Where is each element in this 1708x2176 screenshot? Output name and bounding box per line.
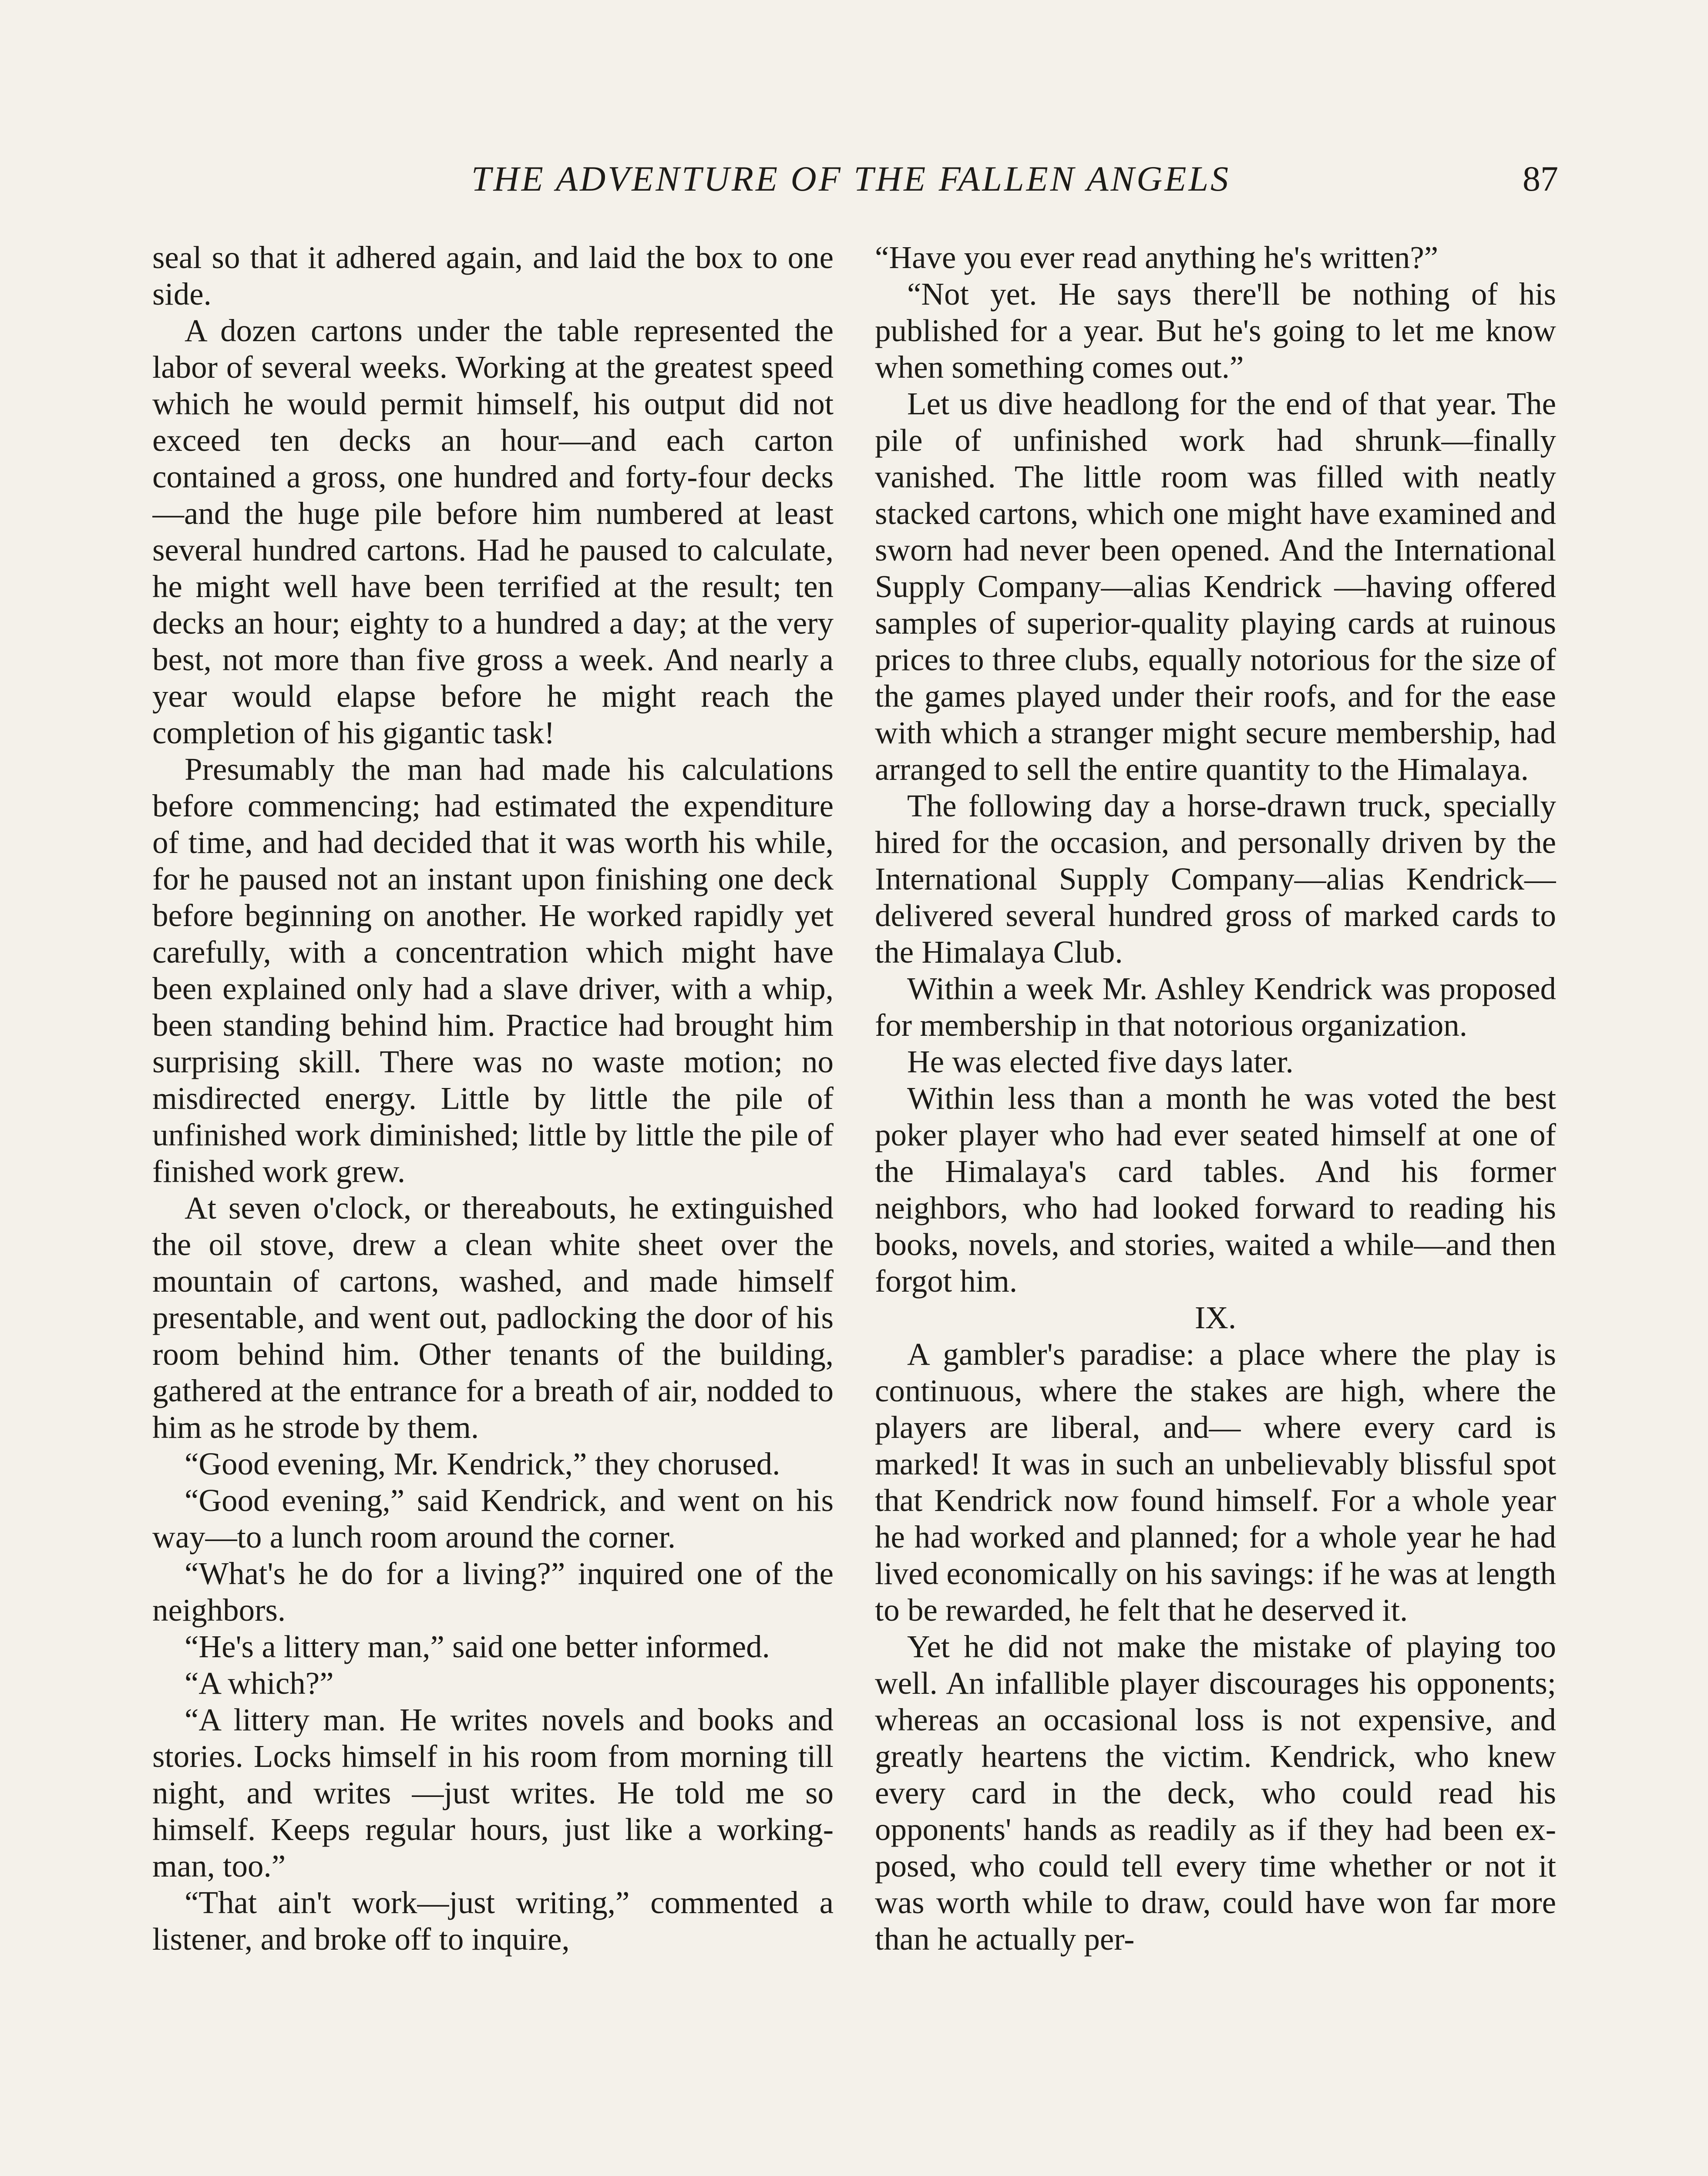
paragraph: “That ain't work—just writing,” commented a listener, and broke off to inquire, xyxy=(152,1885,834,1957)
paragraph: “What's he do for a living?” inquired one of the neighbors. xyxy=(152,1556,834,1628)
paragraph: “A which?” xyxy=(185,1666,334,1701)
right-column xyxy=(875,239,1556,2176)
paragraph: “Good evening,” said Kendrick, and went on his way—to a lunch room around the corner. xyxy=(152,1483,834,1555)
paragraph: At seven o'clock, or thereabouts, he extinguished the oil stove, drew a clean white sheet over the mountain of cartons, washed, and made himself presentable, and went out, padlocking the door of his room behind him. Other tenants of the building, gathered at the entrance for a breath of air, nodded to him as he strode by them. xyxy=(152,1190,834,1445)
paragraph: Within a week Mr. Ashley Kendrick was proposed for membership in that notorious organization. xyxy=(875,971,1556,1043)
page-number: 87 xyxy=(1523,159,1558,198)
paragraph: “He's a littery man,” said one better informed. xyxy=(185,1629,770,1664)
paragraph: The following day a horse-drawn truck, specially hired for the occasion, and personally driven by the International Supply Company—alias Kendrick—delivered several hundred gross of marked cards to the Himalaya Club. xyxy=(875,788,1556,970)
paragraph: Presumably the man had made his calculations before commencing; had estimated the expenditure of time, and had decided that it was worth his while, for he paused not an instant upon finishing one deck before beginning on another. He worked rapidly yet carefully, with a concentration which might have been explained only had a slave driver, with a whip, been standing behind him. Practice had brought him surprising skill. There was no waste motion; no misdirected energy. Little by little the pile of unfinished work diminished; little by little the pile of finished work grew. xyxy=(152,752,834,1189)
left-column xyxy=(152,239,834,2176)
paragraph: Let us dive headlong for the end of that year. The pile of unfinished work had shrunk—finally vanished. The little room was filled with neatly stacked cartons, which one might have examined and sworn had never been opened. And the International Supply Company—alias Kendrick —having offered samples of superior-quality playing cards at ruinous prices to three clubs, equally notorious for the size of the games played under their roofs, and for the ease with which a stranger might secure membership, had arranged to sell the entire quantity to the Himalaya. xyxy=(875,386,1556,787)
paragraph: A gambler's paradise: a place where the play is continuous, where the stakes are high, where the players are liberal, and— where every card is marked! It was in such an unbelievably blissful spot that Kendrick now found himself. For a whole year he had worked and planned; for a whole year he had lived economically on his savings: if he was at length to be rewarded, he felt that he deserved it. xyxy=(875,1336,1556,1628)
paragraph-continued: seal so that it adhered again, and laid the box to one side. xyxy=(152,240,834,312)
paragraph: “A littery man. He writes novels and books and stories. Locks himself in his room from morning till night, and writes —just writes. He told me so himself. Keeps regular hours, just like a workingman, too.” xyxy=(152,1702,834,1884)
paragraph-continued: “Have you ever read anything he's written?” xyxy=(875,240,1439,275)
section-heading: IX. xyxy=(1194,1300,1237,1335)
paragraph: “Not yet. He says there'll be nothing of his published for a year. But he's going to let me know when something comes out.” xyxy=(875,276,1556,385)
paragraph: Yet he did not make the mistake of playing too well. An infallible player discourages his opponents; whereas an occasional loss is not expensive, and greatly heartens the victim. Kendrick, who knew every card in the deck, who could read his opponents' hands as readily as if they had been exposed, who could tell every time whether or not it was worth while to draw, could have won far more than he actually per- xyxy=(875,1629,1556,1957)
paragraph: “Good evening, Mr. Kendrick,” they chorused. xyxy=(185,1446,780,1481)
running-title: THE ADVENTURE OF THE FALLEN ANGELS xyxy=(471,159,1231,198)
paragraph: He was elected five days later. xyxy=(907,1044,1294,1079)
paragraph: Within less than a month he was voted the best poker player who had ever seated himself at one of the Himalaya's card tables. And his former neighbors, who had looked forward to reading his books, novels, and stories, waited a while—and then forgot him. xyxy=(875,1081,1556,1299)
paragraph: A dozen cartons under the table represented the labor of several weeks. Working at the greatest speed which he would permit himself, his output did not exceed ten decks an hour—and each carton contained a gross, one hundred and forty-four decks —and the huge pile before him numbered at least several hundred cartons. Had he paused to calculate, he might well have been terrified at the result; ten decks an hour; eighty to a hundred a day; at the very best, not more than five gross a week. And nearly a year would elapse before he might reach the completion of his gigantic task! xyxy=(152,313,834,750)
